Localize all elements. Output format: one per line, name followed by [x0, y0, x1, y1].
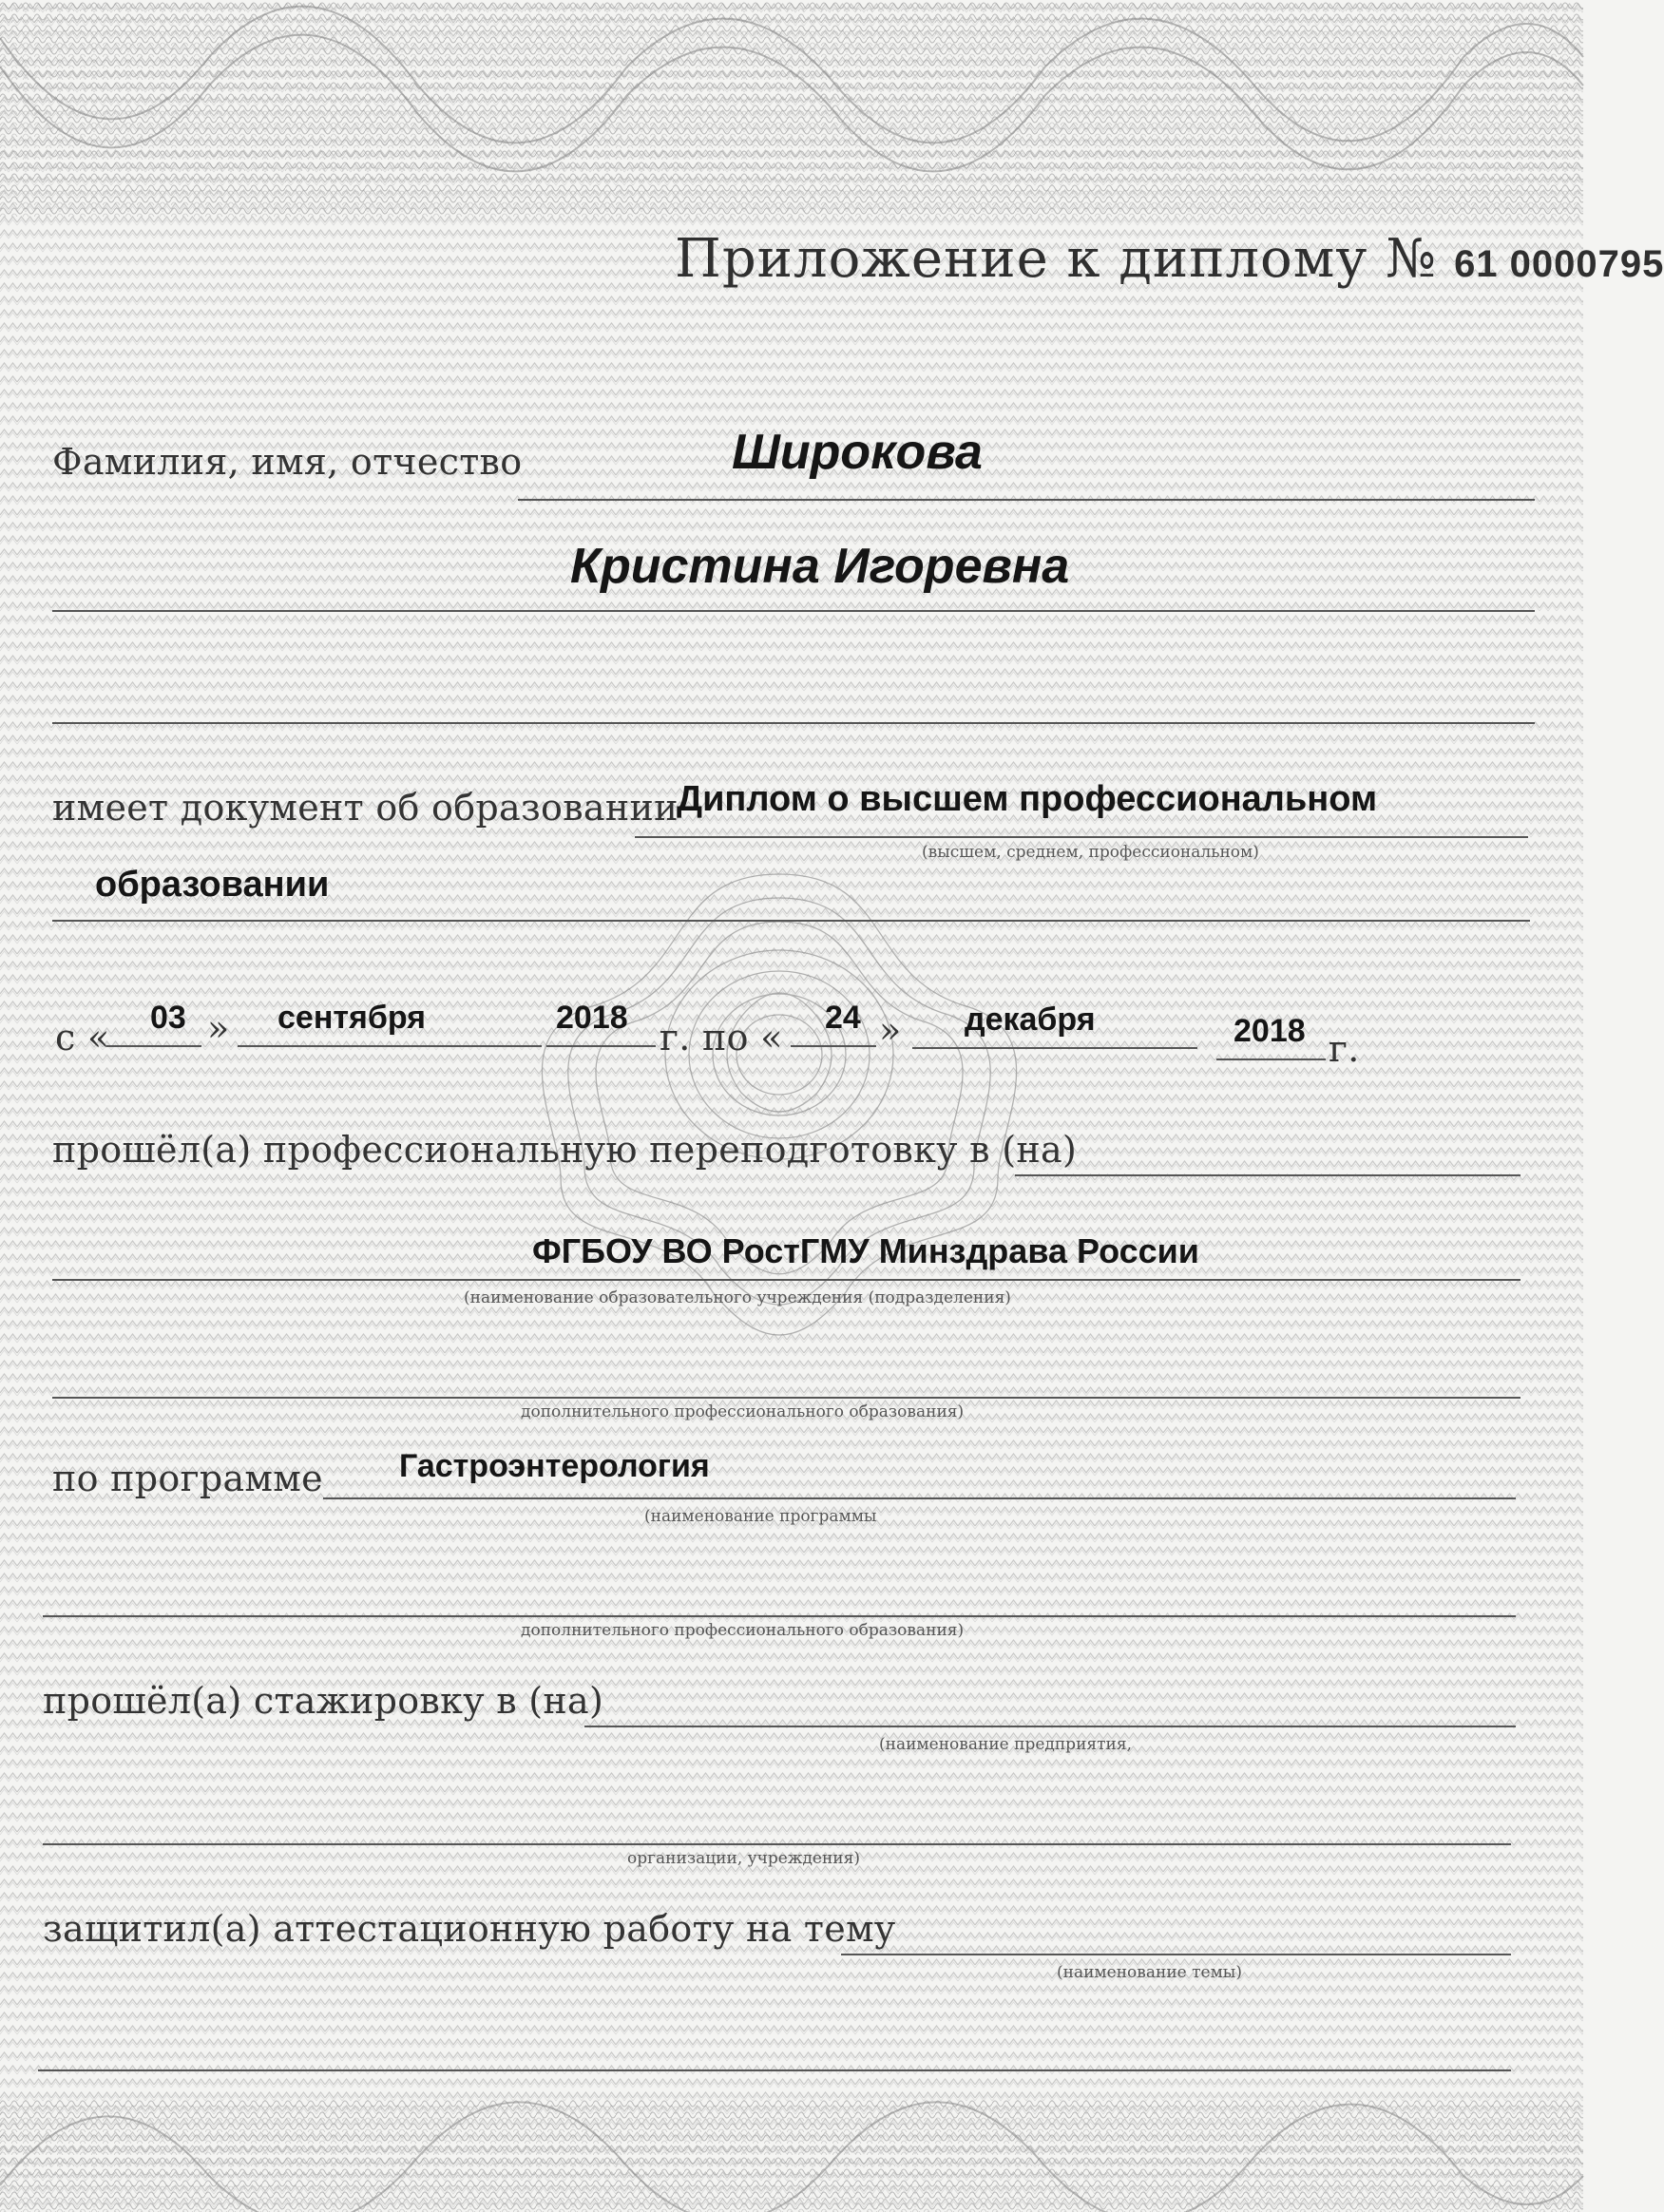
retraining-line-0 [1015, 1174, 1521, 1176]
internship-line-1 [584, 1726, 1516, 1727]
start-year-value: 2018 [556, 1000, 628, 1036]
start-month-line [238, 1045, 542, 1047]
period-from-prefix: с « [55, 1017, 110, 1058]
start-day-close-quote: » [207, 1007, 230, 1049]
fio-line-3 [52, 722, 1535, 724]
education-label: имеет документ об образовании [52, 787, 679, 829]
period-to-prefix: г. по « [660, 1017, 783, 1058]
thesis-line-2 [38, 2069, 1511, 2071]
education-hint: (высшем, среднем, профессиональном) [922, 843, 1259, 862]
retraining-label: прошёл(а) профессиональную переподготовку в (на) [52, 1129, 1078, 1171]
program-hint-2: дополнительного профессионального образования) [521, 1621, 965, 1640]
thesis-label: защитил(а) аттестационную работу на тему [43, 1908, 896, 1950]
institution-value: ФГБОУ ВО РостГМУ Минздрава России [532, 1231, 1199, 1270]
retraining-hint-2: дополнительного профессионального образования) [521, 1402, 965, 1421]
program-line-2 [43, 1615, 1516, 1617]
start-day-line [106, 1045, 201, 1047]
start-year-line [546, 1045, 656, 1047]
name-patronymic-value: Кристина Игоревна [570, 539, 1070, 594]
start-day-value: 03 [150, 1000, 186, 1036]
internship-hint-1: (наименование предприятия, [879, 1735, 1132, 1754]
program-hint-1: (наименование программы [644, 1507, 877, 1526]
diploma-number: 61 0000795 [1454, 243, 1664, 285]
period-year-suffix: г. [1329, 1028, 1360, 1070]
fio-line-1 [518, 499, 1535, 501]
end-year-value: 2018 [1234, 1013, 1306, 1049]
end-month-value: декабря [965, 1001, 1096, 1038]
start-month-value: сентября [277, 1000, 427, 1036]
education-value-line1: Диплом о высшем профессиональном [677, 779, 1378, 819]
program-label: по программе [52, 1458, 323, 1499]
internship-line-2 [43, 1843, 1511, 1845]
retraining-hint-1: (наименование образовательного учреждения (подразделения) [464, 1288, 1011, 1307]
end-day-value: 24 [825, 1000, 861, 1036]
end-day-close-quote: » [879, 1009, 902, 1051]
retraining-line-1 [52, 1279, 1521, 1281]
surname-value: Широкова [732, 425, 983, 480]
education-line-1 [635, 836, 1528, 838]
thesis-hint: (наименование темы) [1057, 1963, 1242, 1982]
end-day-line [791, 1045, 876, 1047]
fio-label: Фамилия, имя, отчество [52, 441, 523, 483]
internship-label: прошёл(а) стажировку в (на) [43, 1680, 604, 1722]
education-line-2 [52, 920, 1530, 922]
end-year-line [1216, 1058, 1326, 1060]
end-month-line [912, 1047, 1197, 1049]
internship-hint-2: организации, учреждения) [627, 1849, 860, 1868]
document-title [675, 228, 1664, 290]
program-line-1 [323, 1497, 1516, 1499]
fio-line-2 [52, 610, 1535, 612]
retraining-line-2 [52, 1397, 1521, 1399]
program-value: Гастроэнтерология [399, 1448, 710, 1484]
title-text: Приложение к диплому № [675, 228, 1438, 290]
thesis-line-1 [841, 1954, 1511, 1955]
education-value-line2: образовании [95, 865, 330, 905]
